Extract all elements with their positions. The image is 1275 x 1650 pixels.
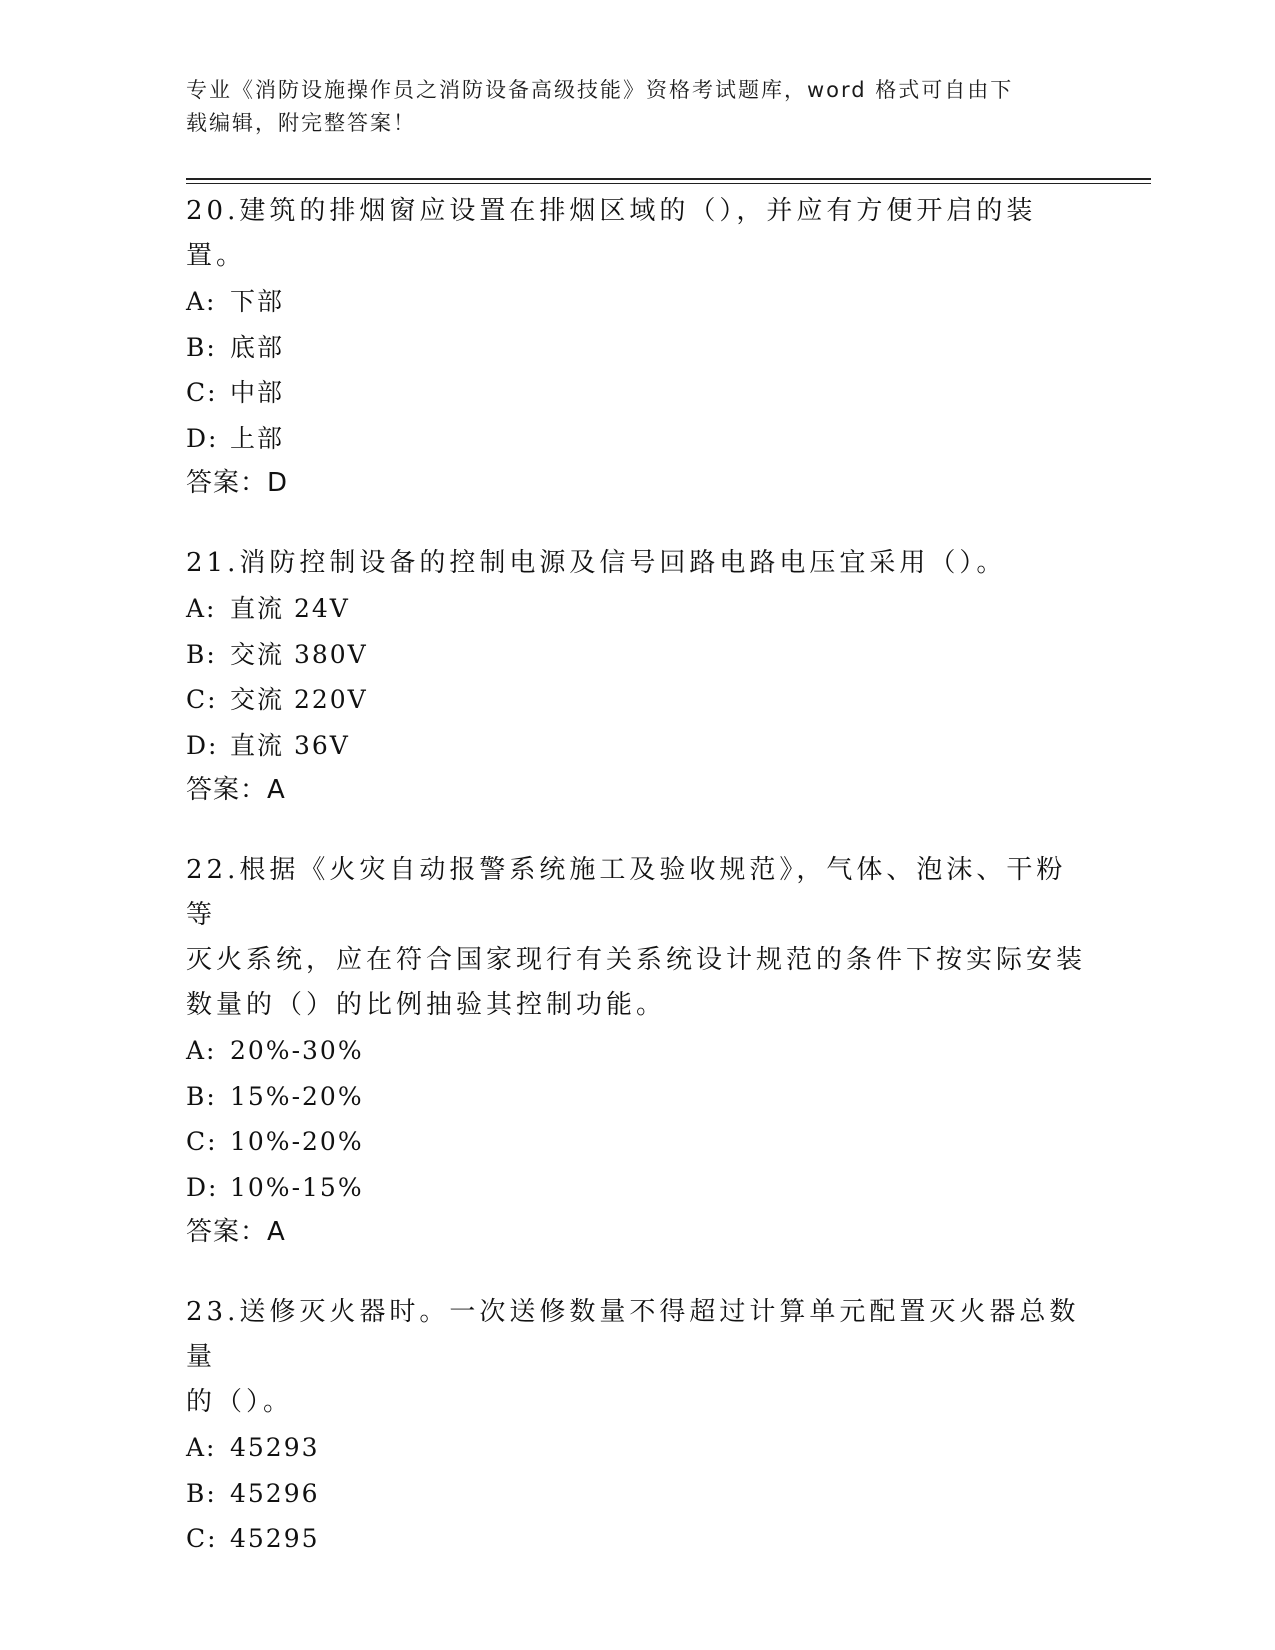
option-letter: B:: [186, 332, 217, 362]
answer-option: [186, 416, 1086, 462]
option-text: 上部: [230, 423, 285, 453]
option-text: 20%-30%: [230, 1036, 364, 1065]
option-text: 45296: [230, 1478, 320, 1508]
option-text: 15%-20%: [230, 1081, 364, 1111]
answer-option: [186, 677, 1086, 723]
option-text: 10%-15%: [230, 1172, 364, 1202]
answer-option: [186, 325, 1086, 371]
option-text: 下部: [230, 287, 285, 316]
answer-option: [186, 723, 1086, 769]
option-text: 10%-20%: [230, 1127, 364, 1156]
option-letter: C:: [186, 378, 218, 407]
option-letter: B:: [186, 639, 217, 669]
answer-option: [186, 1516, 1086, 1562]
answer-option: [186, 632, 1086, 678]
option-letter: D:: [186, 730, 219, 760]
document-header: [186, 74, 1066, 140]
option-letter: A:: [186, 1036, 217, 1065]
option-text: 交流 220V: [230, 685, 368, 714]
option-letter: D:: [186, 1172, 219, 1202]
option-letter: A:: [186, 287, 217, 316]
option-letter: C:: [186, 685, 218, 714]
option-text: 直流 24V: [230, 594, 350, 623]
answer-option: [186, 586, 1086, 632]
header-divider-top: [186, 178, 1151, 180]
option-letter: C:: [186, 1127, 218, 1156]
question-stem-line: 的（）。: [186, 1387, 294, 1417]
option-text: 交流 380V: [230, 639, 368, 669]
option-text: 45295: [230, 1524, 320, 1553]
answer-option: [186, 1165, 1086, 1211]
question-item: [186, 1290, 1086, 1562]
answer-option: [186, 370, 1086, 416]
question-stem-line: 23.送修灭火器时。一次送修数量不得超过计算单元配置灭火器总数量: [186, 1297, 1080, 1372]
header-divider-bottom: [186, 183, 1151, 184]
answer-option: [186, 1028, 1086, 1074]
option-letter: A:: [186, 1433, 217, 1462]
answer-option: [186, 279, 1086, 325]
question-stem-line: 数量的（）的比例抽验其控制功能。: [186, 990, 667, 1020]
question-stem-line: 灭火系统，应在符合国家现行有关系统设计规范的条件下按实际安装: [186, 945, 1087, 975]
option-letter: D:: [186, 423, 219, 453]
option-letter: B:: [186, 1478, 217, 1508]
answer-option: [186, 1074, 1086, 1120]
option-letter: A:: [186, 594, 217, 623]
header-line-1: 专业《消防设施操作员之消防设备高级技能》资格考试题库，word 格式可自由下: [186, 78, 1014, 102]
question-item: [186, 541, 1086, 813]
question-list: [186, 189, 1086, 1597]
option-text: 直流 36V: [230, 730, 350, 760]
question-stem-line: 22.根据《火灾自动报警系统施工及验收规范》，气体、泡沫、干粉等: [186, 855, 1067, 930]
option-letter: C:: [186, 1524, 218, 1553]
question-stem-line: 20.建筑的排烟窗应设置在排烟区域的（），并应有方便开启的装置。: [186, 196, 1037, 271]
header-line-2: 载编辑，附完整答案！: [186, 111, 416, 135]
answer-key: 答案：A: [186, 1217, 286, 1247]
question-stem-line: 21.消防控制设备的控制电源及信号回路电路电压宜采用（）。: [186, 548, 1007, 578]
answer-option: [186, 1425, 1086, 1471]
option-letter: B:: [186, 1081, 217, 1111]
option-text: 中部: [230, 378, 285, 407]
question-item: [186, 189, 1086, 506]
answer-key: 答案：D: [186, 468, 289, 498]
question-item: [186, 848, 1086, 1255]
answer-option: [186, 1471, 1086, 1517]
option-text: 45293: [230, 1433, 320, 1462]
answer-option: [186, 1119, 1086, 1165]
option-text: 底部: [230, 332, 285, 362]
answer-key: 答案：A: [186, 775, 286, 805]
